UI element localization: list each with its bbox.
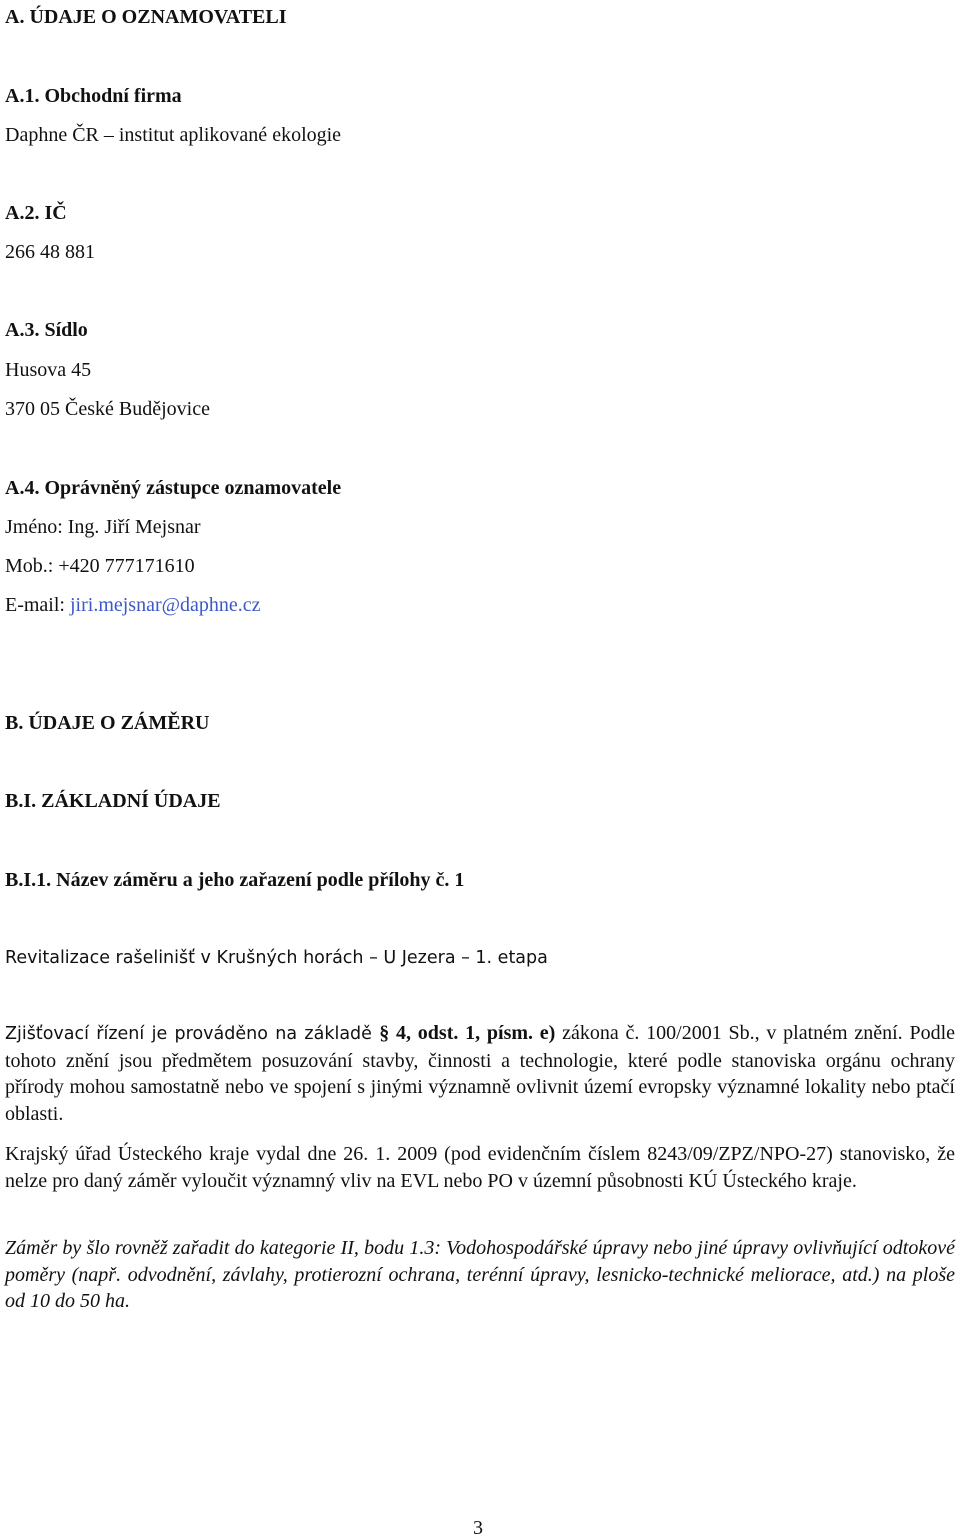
- address-city: 370 05 České Budějovice: [5, 398, 210, 420]
- legal-basis-law: zákona č. 100/2001 Sb., v platném znění.: [555, 1022, 903, 1044]
- address-street: Husova 45: [5, 359, 92, 381]
- representative-mobile: Mob.: +420 777171610: [5, 555, 195, 577]
- paragraph-category: Záměr by šlo rovněž zařadit do kategorie II, bodu 1.3: Vodohospodářské úpravy nebo jiné úpravy ovlivňující odtokové poměry (např. odvodnění, závlahy, protierozní ochrana, terénní úpravy, lesnicko-technické meliorace, atd.) na ploše od 10 do 50 ha.: [5, 1237, 955, 1312]
- representative-name: Jméno: Ing. Jiří Mejsnar: [5, 516, 201, 538]
- paragraph-legal-basis: [5, 1020, 955, 1127]
- bi-heading: B.I. ZÁKLADNÍ ÚDAJE: [5, 790, 221, 812]
- company-name: Daphne ČR – institut aplikované ekologie: [5, 124, 342, 146]
- legal-basis-explanation: Podle tohoto znění jsou předmětem posuzování stavby, činnosti a technologie, které podle stanoviska orgánu ochrany přírody mohou samostatně nebo ve spojení s jinými významně ovlivnit území evropsky významné lokality nebo ptačí oblasti.: [5, 1022, 956, 1125]
- bi1-heading: B.I.1. Název záměru a jeho zařazení podle přílohy č. 1: [5, 869, 465, 891]
- company-id: 266 48 881: [5, 241, 95, 263]
- section-sign-icon: §: [379, 1022, 390, 1044]
- section-b-heading: B. ÚDAJE O ZÁMĚRU: [5, 712, 210, 734]
- page-number: 3: [473, 1517, 483, 1539]
- a3-heading: A.3. Sídlo: [5, 319, 88, 341]
- email-label: E-mail:: [5, 594, 70, 616]
- a2-heading: A.2. IČ: [5, 202, 67, 224]
- project-name: Revitalizace rašelinišť v Krušných horách – U Jezera – 1. etapa: [5, 948, 548, 968]
- legal-basis-reference: 4, odst. 1, písm. e): [389, 1022, 556, 1044]
- paragraph-regional-office: Krajský úřad Ústeckého kraje vydal dne 26. 1. 2009 (pod evidenčním číslem 8243/09/ZPZ/NPO-27) stanovisko, že nelze pro daný záměr vyloučit významný vliv na EVL nebo PO v územní působnosti KÚ Ústeckého kraje.: [5, 1143, 955, 1192]
- email-link[interactable]: jiri.mejsnar@daphne.cz: [69, 594, 261, 616]
- a1-heading: A.1. Obchodní firma: [5, 85, 182, 107]
- section-a-heading: A. ÚDAJE O OZNAMOVATELI: [5, 6, 287, 28]
- representative-email: [5, 593, 261, 617]
- a4-heading: A.4. Oprávněný zástupce oznamovatele: [5, 477, 342, 499]
- legal-basis-intro: Zjišťovací řízení je prováděno na základě: [5, 1024, 380, 1044]
